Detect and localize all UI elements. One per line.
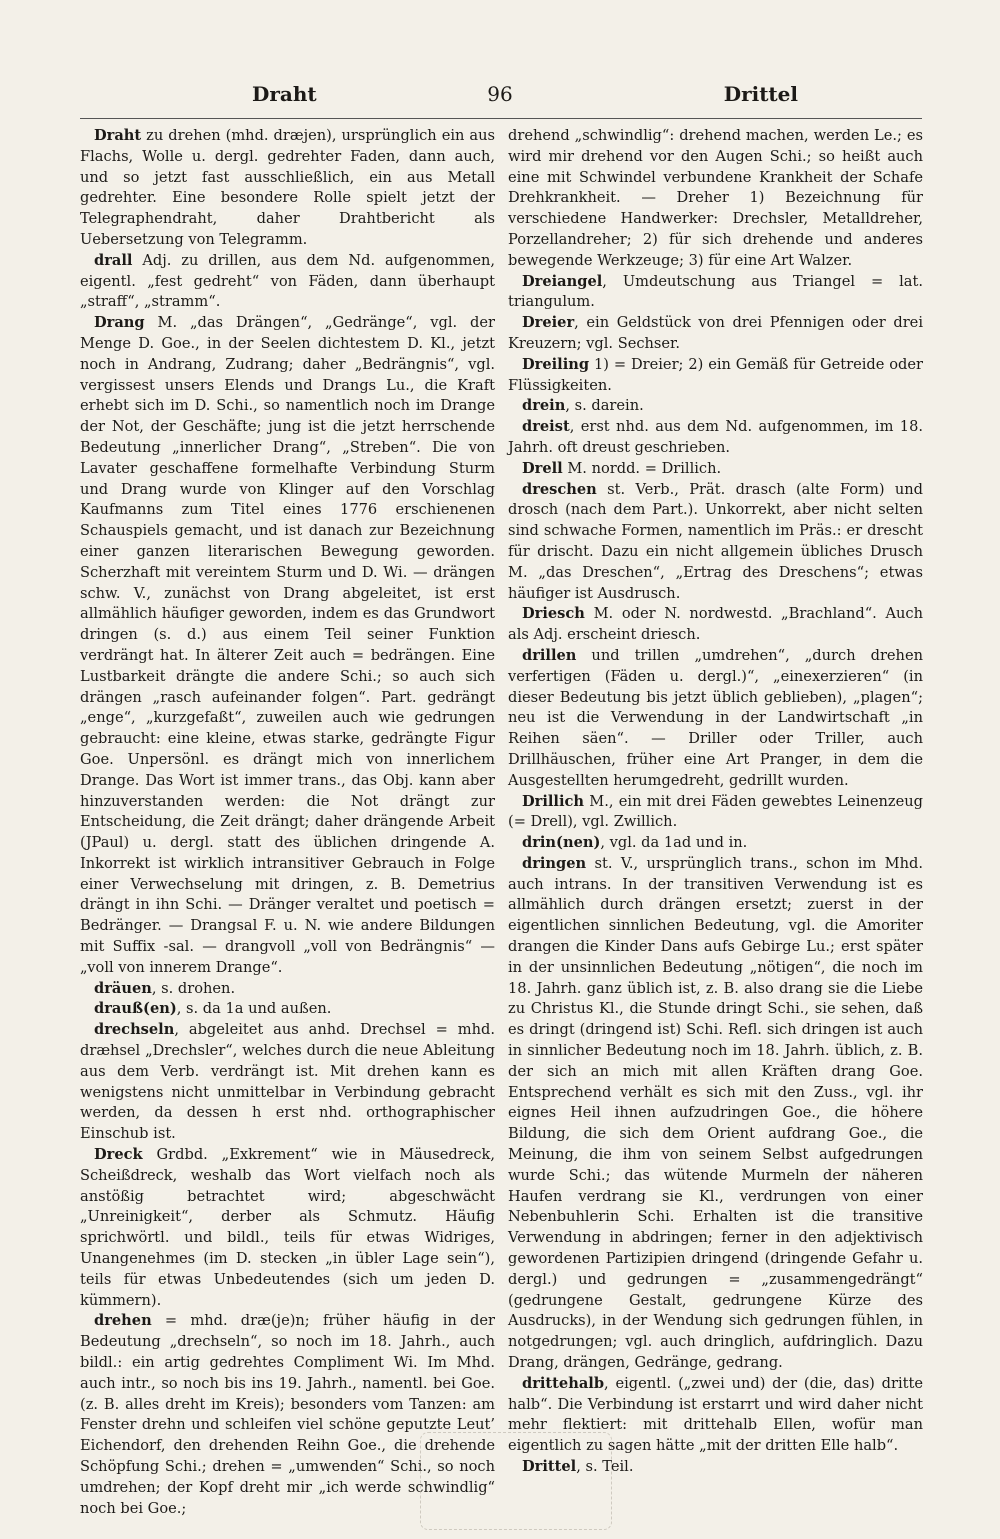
entry-text: 1) = Dreier; 2) ein Gemäß für Getreide oder Flüssigkeiten. (508, 355, 923, 394)
entry-headword: drittehalb (522, 1374, 605, 1392)
entry-text: , eigentl. („zwei und) der (die, das) dritte halb“. Die Verbindung ist erstarrt und wird daher nicht mehr flektiert: mit drittehalb Ellen, wofür man eigentlich zu sagen hätte „mit der dritten Elle halb“. (508, 1374, 923, 1455)
entry-headword: Drang (94, 314, 145, 332)
entry-text: , abgeleitet aus anhd. Drechsel = mhd. dræhsel „Drechsler“, welches durch die neue Ableitung aus dem Verb. verdrängt ist. Mit drehen kann es wenigstens nicht unmittelbar in Verbindung gebracht werden, da dessen h erst nhd. orthographischer Einschub ist. (80, 1021, 495, 1143)
header-right-catchword: Drittel (723, 82, 798, 106)
page-number: 96 (487, 82, 513, 106)
entry-headword: dringen (522, 854, 587, 872)
entry-text: M. „das Drängen“, „Gedränge“, vgl. der Menge D. Goe., in der Seelen dichtestem D. Kl., jetzt noch in Andrang, Zudrang; daher „Bedrängnis“, vgl. vergissest unsers Elends und Drangs Lu., die Kraft erhebt sich im D. Schi., so namentlich noch im Drange der Not, der Geschäfte; jung ist die jetzt herrschende Bedeutung „innerlicher Drang“, „Streben“. Die von Lavater geschaffene formelhafte Verbindung Sturm und Drang wurde von Klinger auf den Vorschlag Kaufmanns zum Titel eines 1776 erschienenen Schauspiels gemacht, und ist danach zur Bezeichnung einer ganzen literarischen Bewegung geworden. Scherzhaft mit vereintem Sturm und D. Wi. — drängen schw. V., zunächst von Drang abgeleitet, ist erst allmählich häufiger geworden, indem es das Grundwort dringen (s. d.) aus einem Teil seiner Funktion verdrängt hat. In älterer Zeit auch = bedrängen. Eine Lustbarkeit drängte die andere Schi.; so auch sich drängen „rasch aufeinander folgen“. Part. gedrängt „enge“, „kurzgefaßt“, zuweilen auch wie gedrungen gebraucht: eine kleine, etwas starke, gedrängte Figur Goe. Unpersönl. es drängt mich von innerlichem Drange. Das Wort ist immer trans., das Obj. kann aber hinzuverstanden werden: die Not drängt zur Entscheidung, die Zeit drängt; daher drängende Arbeit (JPaul) u. dergl. statt des üblichen dringende A. Inkorrekt ist wirklich intransitiver Gebrauch in Folge einer Verwechselung mit dringen, z. B. Demetrius drängt in ihn Schi. — Dränger veraltet und poetisch = Bedränger. — Drangsal F. u. N. wie andere Bildungen mit Suffix -sal. — drangvoll „voll von Bedrängnis“ — „voll von innerem Drange“. (80, 314, 495, 976)
entry-text: zu drehen (mhd. dræjen), ursprünglich ein aus Flachs, Wolle u. dergl. gedrehter Faden, dann auch, und so jetzt fast ausschließlich, ein aus Metall gedrehter. Eine besondere Rolle spielt jetzt der Telegraphendraht, daher Drahtbericht als Uebersetzung von Telegramm. (80, 127, 495, 248)
entry-text: = mhd. dræ(je)n; früher häufig in der Bedeutung „drechseln“, so noch im 18. Jahrh., auch bildl.: ein artig gedrehtes Compliment Wi. Im Mhd. auch intr., so noch bis ins 19. Jahrh., namentl. bei Goe. (z. B. alles dreht im Kreis); besonders vom Tanzen: am Fenster drehn und schleifen viel schöne geputzte Leut’ Eichendorf, den drehenden Reihn Goe., die drehende Schöpfung Schi.; drehen = „umwenden“ Schi., so noch umdrehen; der Kopf dreht mir „ich werde schwindlig“ noch bei Goe.; (80, 1312, 495, 1517)
entry-headword: Draht (94, 127, 142, 144)
dictionary-entry (80, 251, 495, 313)
entry-headword: drillen (522, 646, 577, 664)
entry-headword: dreist (522, 418, 570, 436)
dictionary-entry (80, 1020, 495, 1145)
dictionary-entry (508, 459, 923, 480)
dictionary-entry (508, 792, 923, 834)
right-column (508, 126, 923, 1475)
entry-text: , erst nhd. aus dem Nd. aufgenommen, im 18. Jahrh. oft dreust geschrieben. (508, 418, 923, 456)
entry-text: st. V., ursprünglich trans., schon im Mhd. auch intrans. In der transitiven Verwendung ist es allmählich durch drängen ersetzt; zuerst in der eigentlichen sinnlichen Bedeutung, vgl. die Amoriter drangen die Kinder Dans aufs Gebirge Lu.; erst später in der unsinnlichen Bedeutung „nötigen“, die noch im 18. Jahrh. ganz üblich ist, z. B. also drang sie die Liebe zu Christus Kl., die Stunde dringt Schi., sie sehen, daß es dringt (dringend ist) Schi. Refl. sich dringen ist auch in sinnlicher Bedeutung noch im 18. Jahrh. üblich, z. B. der sich an mich mit allen Kräften drang Goe. Entsprechend verhält es sich mit den Zuss., vgl. ihr eignes Heil ihnen aufzudringen Goe., die höhere Bildung, die sich dem Orient aufdrang Goe., die Meinung, die ihm von seinem Selbst aufgedrungen wurde Schi.; das wütende Murmeln der näheren Haufen verdrang sie Kl., verdrungen von einer Nebenbuhlerin Schi. Erhalten ist die transitive Verwendung in abdringen; ferner in den adjektivisch gewordenen Partizipien dringend (dringende Gefahr u. dergl.) und gedrungen = „zusammengedrängt“ (gedrungene Gestalt, gedrungene Kürze des Ausdrucks), in der Wendung sich gedrungen fühlen, in notgedrungen; vgl. auch dringlich, aufdringlich. Dazu Drang, drängen, Gedränge, gedrang. (508, 854, 923, 1372)
dictionary-entry (508, 833, 923, 854)
entry-headword: dreschen (522, 480, 597, 498)
entry-headword: Dreck (94, 1146, 143, 1164)
page-header (80, 82, 920, 118)
dictionary-entry (508, 417, 923, 459)
entry-text: , vgl. da 1ad und in. (600, 834, 748, 852)
dictionary-entry (508, 396, 923, 417)
dictionary-entry (80, 999, 495, 1020)
dictionary-entry (508, 604, 923, 646)
dictionary-entry (508, 272, 923, 314)
entry-headword: Drillich (522, 792, 585, 810)
entry-headword: Drittel (522, 1458, 577, 1475)
dictionary-entry (80, 126, 495, 251)
dictionary-entry (80, 313, 495, 979)
entry-text: Adj. zu drillen, aus dem Nd. aufgenommen, eigentl. „fest gedreht“ von Fäden, dann überhaupt „straff“, „stramm“. (80, 251, 495, 311)
entry-headword: Dreiling (522, 355, 590, 373)
entry-text: , s. da 1a und außen. (176, 1000, 332, 1018)
entry-text: , ein Geldstück von drei Pfennigen oder drei Kreuzern; vgl. Sechser. (508, 314, 923, 352)
dictionary-entry (508, 480, 923, 605)
entry-headword: Dreier (522, 314, 575, 332)
entry-text: , Umdeutschung aus Triangel = lat. triangulum. (508, 272, 923, 311)
entry-text: , s. drohen. (151, 979, 236, 997)
entry-text: drehend „schwindlig“: drehend machen, werden Le.; es wird mir drehend vor den Augen Schi.; so heißt auch eine mit Schwindel verbundene Krankheit der Schafe Drehkrankheit. — Dreher 1) Bezeichnung für verschiedene Handwerker: Drechsler, Metalldreher, Porzellandreher; 2) für sich drehende und anderes bewegende Werkzeuge; 3) für eine Art Walzer. (508, 127, 923, 269)
entry-text: Grdbd. „Exkrement“ wie in Mäusedreck, Scheißdreck, weshalb das Wort vielfach noch als anstößig betrachtet wird; abgeschwächt „Unreinigkeit“, derber als Schmutz. Häufig sprichwörtl. und bildl., teils für etwas Widriges, Unangenehmes (im D. stecken „in übler Lage sein“), teils für etwas Unbedeutendes (sich um jeden D. kümmern). (80, 1146, 495, 1309)
dictionary-entry (80, 1145, 495, 1311)
dictionary-entry (508, 854, 923, 1374)
entry-headword: drehen (94, 1312, 152, 1330)
left-column (80, 126, 495, 1517)
library-stamp (420, 1432, 612, 1530)
entry-text: , s. Teil. (576, 1458, 634, 1475)
dictionary-entry (508, 646, 923, 792)
dictionary-entry (508, 313, 923, 355)
entry-headword: drauß(en) (94, 1000, 177, 1018)
entry-headword: drechseln (94, 1021, 175, 1039)
entry-text: und trillen „umdrehen“, „durch drehen verfertigen (Fäden u. dergl.)“, „einexerzieren“ (in dieser Bedeutung bis jetzt üblich geblieben), „plagen“; neu ist die Verwendung in der Landwirtschaft „in Reihen säen“. — Driller oder Triller, auch Drillhäuschen, früher eine Art Pranger, in dem die Ausgestellten herumgedreht, gedrillt wurden. (508, 646, 923, 789)
entry-headword: Dreiangel (522, 272, 603, 290)
entry-text: st. Verb., Prät. drasch (alte Form) und drosch (nach dem Part.). Unkorrekt, aber nicht selten sind schwache Formen, namentlich im Präs.: er drescht für drischt. Dazu ein nicht allgemein übliches Drusch M. „das Dreschen“, „Ertrag des Dreschens“; etwas häufiger ist Ausdrusch. (508, 480, 923, 602)
entry-headword: dräuen (94, 979, 152, 997)
entry-headword: drein (522, 397, 566, 415)
dictionary-entry (508, 355, 923, 397)
entry-text: , s. darein. (565, 397, 644, 415)
entry-headword: Drell (522, 459, 563, 477)
dictionary-entry (80, 979, 495, 1000)
header-rule (80, 118, 922, 119)
entry-text: M. oder N. nordwestd. „Brachland“. Auch als Adj. erscheint driesch. (508, 605, 923, 644)
header-left-catchword: Draht (252, 82, 317, 106)
entry-text: M. nordd. = Drillich. (562, 459, 722, 477)
dictionary-entry (508, 126, 923, 272)
entry-headword: Driesch (522, 605, 585, 623)
entry-text: M., ein mit drei Fäden gewebtes Leinenzeug (= Drell), vgl. Zwillich. (508, 792, 923, 831)
entry-headword: drall (94, 251, 133, 269)
entry-headword: drin(nen) (522, 834, 601, 852)
